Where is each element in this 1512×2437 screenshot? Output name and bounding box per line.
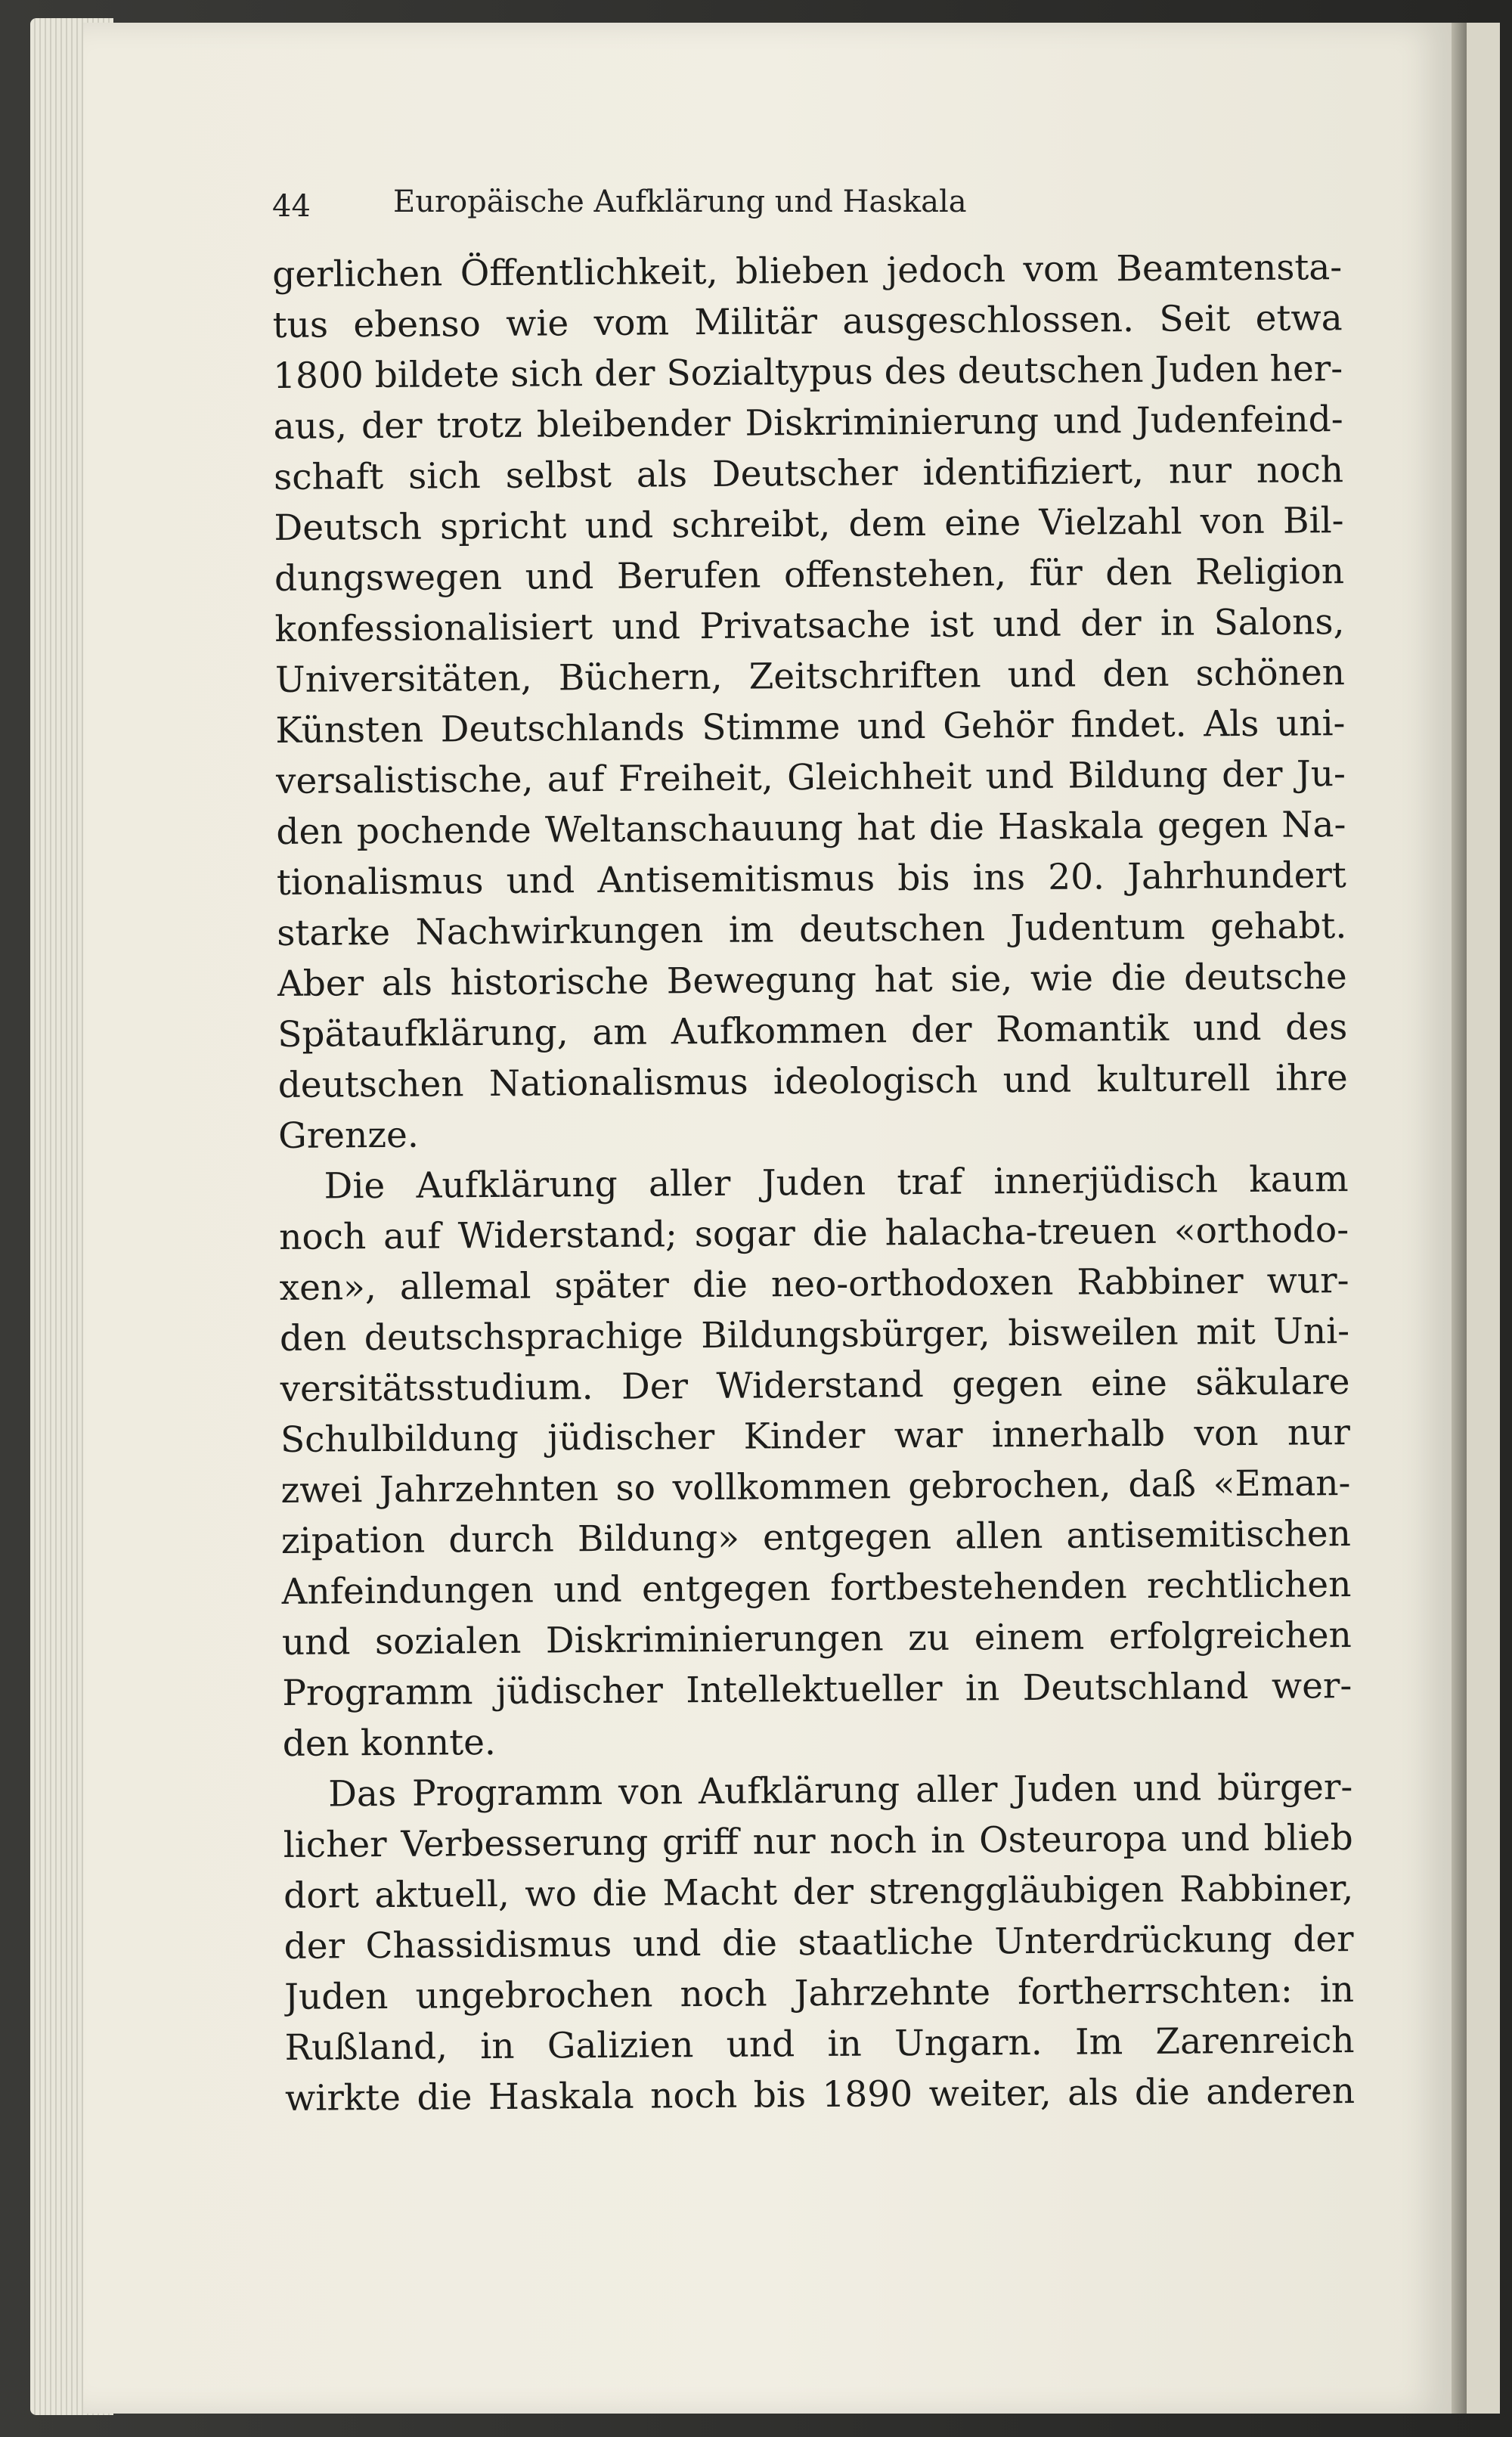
- text-line: zwei Jahrzehnten so vollkommen gebrochen, daß «Eman-: [280, 1462, 1351, 1511]
- text-line: dungswegen und Berufen offenstehen, für den Religion: [274, 550, 1345, 600]
- text-line: den konnte.: [282, 1721, 497, 1765]
- text-line: Anfeindungen und entgegen fortbestehenden rechtlichen: [281, 1564, 1352, 1613]
- text-line: versalistische, auf Freiheit, Gleichheit und Bildung der Ju-: [275, 753, 1346, 802]
- text-line: Künsten Deutschlands Stimme und Gehör findet. Als uni-: [275, 702, 1346, 752]
- text-line: Programm jüdischer Intellektueller in Deutschland wer-: [282, 1665, 1352, 1714]
- text-line: Das Programm von Aufklärung aller Juden und bürger-: [328, 1766, 1353, 1815]
- text-line: Rußland, in Galizien und in Ungarn. Im Zarenreich: [284, 2020, 1355, 2069]
- text-line: 1800 bildete sich der Sozialtypus des deutschen Juden her-: [272, 348, 1343, 397]
- text-line: den deutschsprachige Bildungsbürger, bisweilen mit Uni-: [279, 1310, 1350, 1360]
- book-gutter: [1452, 23, 1467, 2414]
- text-line: dort aktuell, wo die Macht der strenggläubigen Rabbiner,: [284, 1868, 1354, 1917]
- body-text: [272, 242, 1355, 2124]
- text-line: Grenze.: [277, 1114, 419, 1157]
- text-line: schaft sich selbst als Deutscher identifiziert, nur noch: [273, 449, 1344, 498]
- text-line: versitätsstudium. Der Widerstand gegen eine säkulare: [280, 1361, 1350, 1410]
- text-line: zipation durch Bildung» entgegen allen antisemitischen: [280, 1513, 1352, 1562]
- text-line: Die Aufklärung aller Juden traf innerjüdisch kaum: [324, 1158, 1349, 1208]
- running-title: Europäische Aufklärung und Haskala: [393, 184, 967, 219]
- text-line: Spätaufklärung, am Aufkommen der Romantik und des: [277, 1006, 1348, 1056]
- text-line: gerlichen Öffentlichkeit, blieben jedoch vom Beamtensta-: [272, 246, 1343, 296]
- text-line: der Chassidismus und die staatliche Unterdrückung der: [284, 1918, 1354, 1967]
- text-line: Deutsch spricht und schreibt, dem eine Vielzahl von Bil-: [274, 500, 1344, 549]
- text-line: tionalismus und Antisemitismus bis ins 20. Jahrhundert: [276, 854, 1347, 904]
- text-line: wirkte die Haskala noch bis 1890 weiter, als die anderen: [284, 2070, 1356, 2119]
- text-line: und sozialen Diskriminierungen zu einem erfolgreichen: [281, 1614, 1352, 1663]
- page-number: 44: [272, 189, 311, 224]
- text-line: xen», allemal später die neo-orthodoxen Rabbiner wur-: [279, 1260, 1349, 1309]
- text-line: licher Verbesserung griff nur noch in Osteuropa und blieb: [283, 1817, 1353, 1866]
- text-line: starke Nachwirkungen im deutschen Judentum gehabt.: [277, 905, 1347, 954]
- text-line: tus ebenso wie vom Militär ausgeschlossen. Seit etwa: [272, 297, 1343, 346]
- text-line: konfessionalisiert und Privatsache ist und der in Salons,: [274, 601, 1345, 650]
- text-line: Aber als historische Bewegung hat sie, wie die deutsche: [277, 956, 1347, 1005]
- text-line: Schulbildung jüdischer Kinder war innerhalb von nur: [280, 1412, 1351, 1461]
- page-header: [272, 184, 1331, 234]
- text-line: Universitäten, Büchern, Zeitschriften und den schönen: [274, 652, 1346, 701]
- text-line: aus, der trotz bleibender Diskriminierung und Judenfeind-: [273, 398, 1343, 448]
- facing-page-edge: [1467, 23, 1500, 2414]
- text-line: den pochende Weltanschauung hat die Haskala gegen Na-: [276, 804, 1346, 853]
- text-line: noch auf Widerstand; sogar die halacha-treuen «orthodo-: [278, 1209, 1349, 1258]
- text-line: Juden ungebrochen noch Jahrzehnte fortherrschten: in: [284, 1969, 1355, 2018]
- text-line: deutschen Nationalismus ideologisch und kulturell ihre: [277, 1057, 1348, 1106]
